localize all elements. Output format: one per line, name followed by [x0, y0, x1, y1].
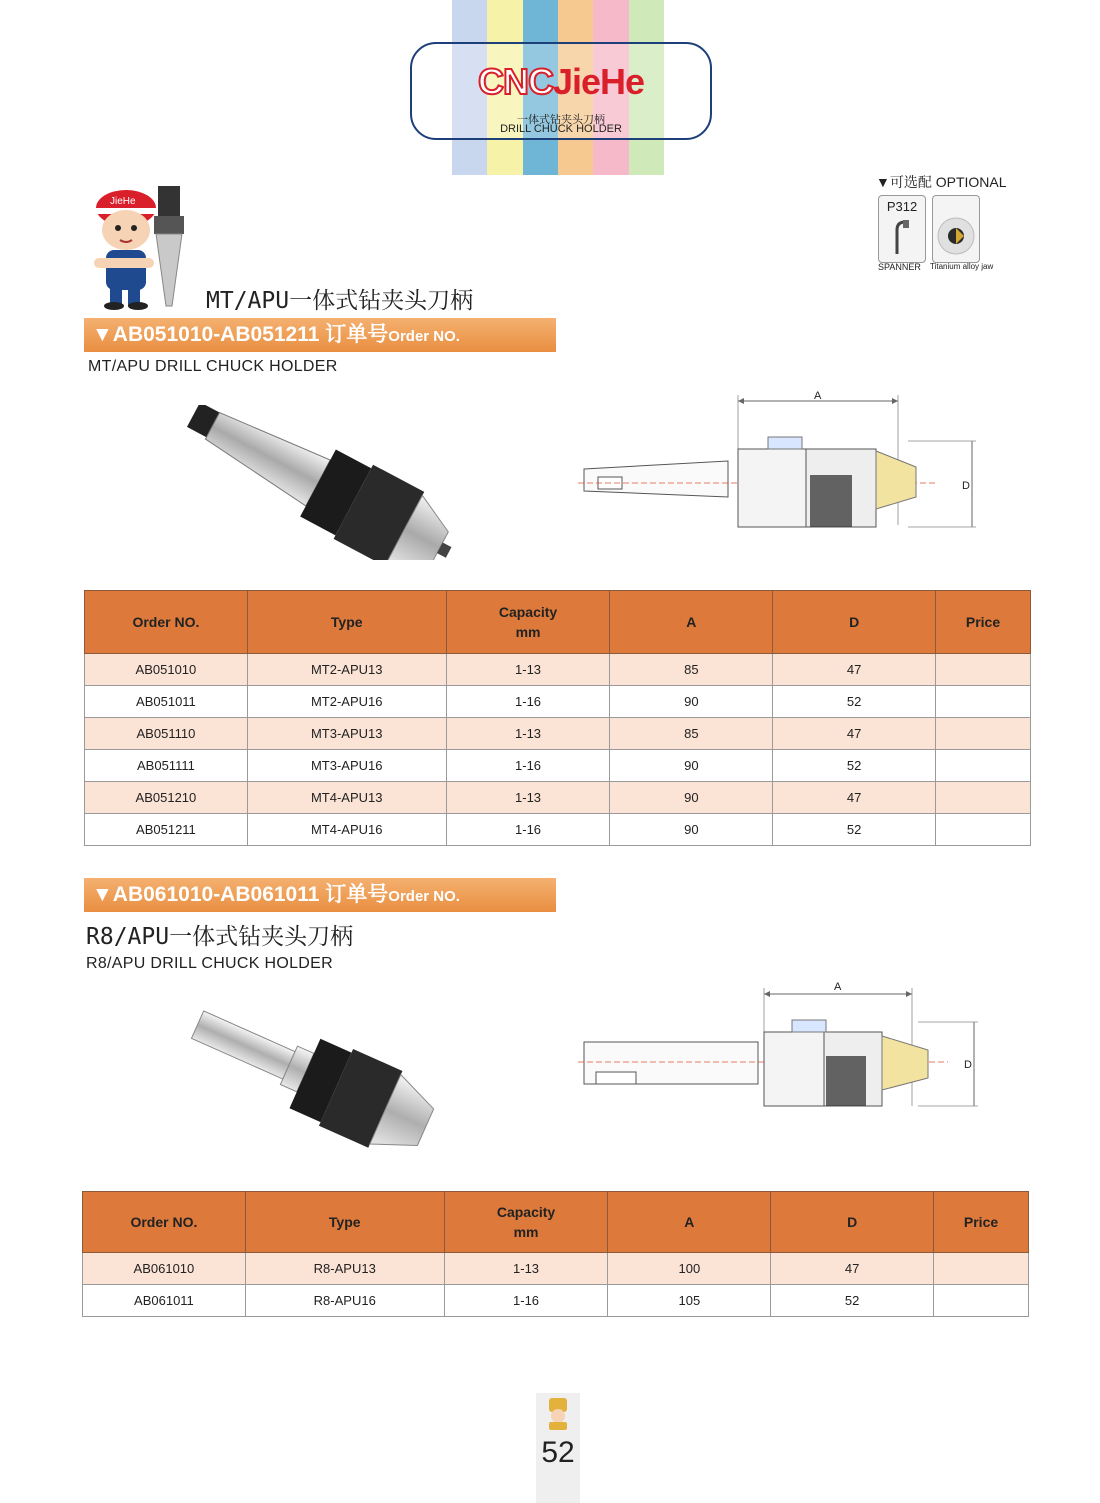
cell-price [936, 750, 1031, 782]
cell-d: 52 [771, 1285, 934, 1317]
section1-banner-code: ▼AB051010-AB051211 订单号 [92, 323, 389, 346]
cell-type: MT2-APU16 [247, 686, 446, 718]
table-row [85, 654, 1031, 686]
r8-apu-holder-photo [180, 1000, 450, 1155]
table-header-row [85, 591, 1031, 654]
logo-jiehe: JieHe [552, 61, 645, 102]
cell-d: 47 [773, 782, 936, 814]
logo-wordmark [412, 62, 710, 102]
logo-subtitle-cn: 一体式钻夹头刀柄 [517, 114, 605, 126]
cell-price [936, 654, 1031, 686]
section1-order-banner [84, 318, 556, 352]
col-capacity-unit: mm [515, 624, 541, 640]
table-row [85, 782, 1031, 814]
col-price: Price [936, 591, 1031, 654]
cell-capacity: 1-16 [446, 750, 610, 782]
cell-d: 52 [773, 814, 936, 846]
dim-d-label: D [964, 1059, 972, 1071]
cell-order-no: AB051211 [85, 814, 248, 846]
cell-type: MT3-APU16 [247, 750, 446, 782]
cell-a: 100 [608, 1253, 771, 1285]
section2-title-cn: R8/APU一体式钻夹头刀柄 [86, 924, 354, 950]
section2-order-banner [84, 878, 556, 912]
col-type: Type [245, 1192, 444, 1253]
col-price: Price [934, 1192, 1029, 1253]
r8-apu-dimension-drawing [578, 980, 998, 1110]
cell-capacity: 1-13 [444, 1253, 608, 1285]
cell-capacity: 1-13 [446, 654, 610, 686]
cell-a: 90 [610, 750, 773, 782]
spanner-accessory [878, 195, 926, 263]
col-capacity-unit: mm [513, 1224, 539, 1240]
cell-order-no: AB061010 [83, 1253, 246, 1285]
dim-a-label: A [834, 981, 842, 993]
cell-a: 85 [610, 718, 773, 750]
titanium-jaw-icon [933, 196, 979, 262]
col-type: Type [247, 591, 446, 654]
mascot-illustration [88, 178, 198, 313]
table-header-row [83, 1192, 1029, 1253]
section1-title-en: MT/APU DRILL CHUCK HOLDER [88, 358, 338, 375]
cell-a: 90 [610, 782, 773, 814]
section2-banner-code: ▼AB061010-AB061011 订单号 [92, 883, 389, 906]
col-order-no: Order NO. [85, 591, 248, 654]
dim-a-label: A [814, 390, 822, 402]
cell-price [936, 718, 1031, 750]
mascot-cap-text: JieHe [110, 196, 136, 207]
spanner-code: P312 [886, 199, 918, 214]
section2-spec-table [82, 1191, 1029, 1317]
dim-d-label: D [962, 480, 970, 492]
cell-order-no: AB051210 [85, 782, 248, 814]
section2-title-en: R8/APU DRILL CHUCK HOLDER [86, 955, 333, 972]
cell-type: R8-APU16 [245, 1285, 444, 1317]
jaw-caption: Titanium alloy jaw [930, 262, 994, 271]
cell-d: 47 [773, 718, 936, 750]
col-d: D [773, 591, 936, 654]
col-d: D [771, 1192, 934, 1253]
section1-banner-order: Order NO. [388, 328, 460, 345]
mt-apu-holder-photo [168, 405, 468, 560]
cell-capacity: 1-16 [446, 686, 610, 718]
cell-order-no: AB051110 [85, 718, 248, 750]
brand-logo [410, 42, 712, 140]
cell-type: MT4-APU16 [247, 814, 446, 846]
cell-order-no: AB051011 [85, 686, 248, 718]
cell-d: 47 [771, 1253, 934, 1285]
cell-type: MT2-APU13 [247, 654, 446, 686]
col-capacity-label: Capacity [496, 1204, 556, 1220]
mt-apu-dimension-drawing [578, 385, 998, 535]
logo-cnc: CNC [477, 61, 553, 102]
col-capacity [444, 1192, 608, 1253]
spanner-icon [879, 216, 925, 262]
cell-type: MT4-APU13 [247, 782, 446, 814]
col-a: A [610, 591, 773, 654]
cell-order-no: AB061011 [83, 1285, 246, 1317]
cell-capacity: 1-13 [446, 782, 610, 814]
cell-order-no: AB051010 [85, 654, 248, 686]
cell-capacity: 1-16 [446, 814, 610, 846]
col-capacity [446, 591, 610, 654]
cell-type: R8-APU13 [245, 1253, 444, 1285]
section1-title-cn: MT/APU一体式钻夹头刀柄 [206, 288, 474, 314]
cell-price [934, 1253, 1029, 1285]
cell-a: 105 [608, 1285, 771, 1317]
cell-price [936, 814, 1031, 846]
col-a: A [608, 1192, 771, 1253]
table-row [85, 686, 1031, 718]
cell-d: 52 [773, 686, 936, 718]
cell-type: MT3-APU13 [247, 718, 446, 750]
cell-capacity: 1-16 [444, 1285, 608, 1317]
jaw-accessory [932, 195, 980, 263]
section2-banner-order: Order NO. [388, 888, 460, 905]
col-capacity-label: Capacity [498, 604, 558, 620]
cell-order-no: AB051111 [85, 750, 248, 782]
optional-label: ▼可选配 OPTIONAL [876, 174, 1007, 190]
cell-d: 52 [773, 750, 936, 782]
table-row [85, 814, 1031, 846]
table-row [83, 1253, 1029, 1285]
cell-a: 90 [610, 686, 773, 718]
cell-a: 85 [610, 654, 773, 686]
section1-spec-table [84, 590, 1031, 846]
cell-capacity: 1-13 [446, 718, 610, 750]
cell-d: 47 [773, 654, 936, 686]
footer-mascot-icon [543, 1396, 573, 1432]
table-row [85, 750, 1031, 782]
page-number: 52 [541, 1436, 575, 1469]
cell-price [936, 686, 1031, 718]
spanner-caption: SPANNER [878, 262, 921, 272]
cell-price [936, 782, 1031, 814]
table-row [85, 718, 1031, 750]
col-order-no: Order NO. [83, 1192, 246, 1253]
logo-subtitle-en: DRILL CHUCK HOLDER [500, 123, 622, 135]
cell-price [934, 1285, 1029, 1317]
cell-a: 90 [610, 814, 773, 846]
table-row [83, 1285, 1029, 1317]
